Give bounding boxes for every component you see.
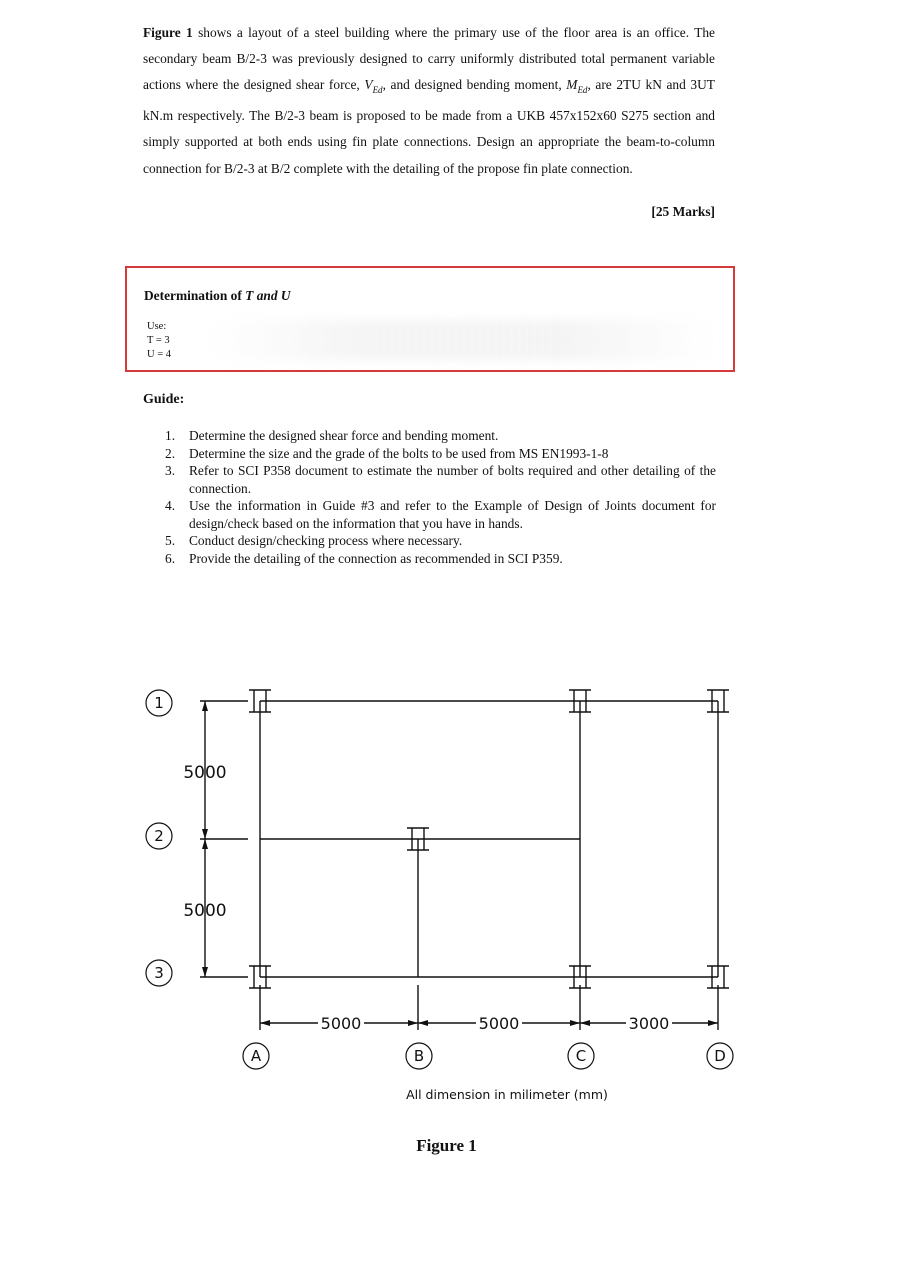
grid-label-2: 2 [154, 827, 164, 845]
list-number: 1. [165, 428, 176, 443]
ved-symbol: V [364, 77, 373, 93]
list-number: 3. [165, 463, 176, 478]
grid-label-b: B [413, 1047, 425, 1065]
dimension-b-c: 5000 [478, 1014, 520, 1033]
list-text: Provide the detailing of the connection as recommended in SCI P359. [189, 550, 563, 566]
guide-title: Guide: [143, 392, 185, 407]
dimension-2-3: 5000 [183, 901, 227, 921]
list-text: Determine the designed shear force and bending moment. [189, 428, 499, 443]
use-label: Use: [147, 321, 167, 332]
tu-title-and: and [253, 288, 281, 303]
grid-label-1: 1 [154, 694, 164, 712]
list-number: 2. [165, 445, 176, 461]
marks-label: [25 Marks] [651, 204, 715, 219]
figure-reference: Figure 1 [143, 25, 193, 40]
u-value: U = 4 [147, 349, 172, 360]
grid-label-c: C [575, 1047, 587, 1065]
grid-label-3: 3 [154, 964, 164, 982]
list-number: 5. [165, 533, 176, 548]
question-body-2: , and designed bending moment, [382, 77, 567, 93]
med-subscript: Ed [577, 85, 588, 96]
grid-label-a: A [250, 1047, 262, 1065]
tu-title-prefix: Determination of [144, 288, 246, 303]
ved-subscript: Ed [372, 85, 383, 96]
dimension-a-b: 5000 [320, 1014, 362, 1033]
list-text: Determine the size and the grade of the bolts to be used from MS EN1993-1-8 [189, 445, 609, 461]
list-number: 4. [165, 498, 176, 513]
list-text: Use the information in Guide #3 and refer to the Example of Design of Joints document for design/check based on the information that you have in hands. [189, 498, 716, 531]
dimension-c-d: 3000 [628, 1014, 670, 1033]
grid-label-d: D [714, 1047, 726, 1065]
list-number: 6. [165, 550, 176, 566]
tu-title-t: T [245, 288, 254, 303]
dimension-note: All dimension in milimeter (mm) [406, 1087, 608, 1102]
t-value: T = 3 [147, 335, 170, 346]
med-symbol: M [566, 77, 578, 93]
question-body-1: shows a layout of a steel building where the primary use of the floor area is an office. The secondary beam B/2-3 was previously designed to carry uniformly distributed total permanent variable actions where the designed shear force, [143, 25, 716, 93]
tu-title-u: U [280, 288, 291, 303]
list-text: Conduct design/checking process where necessary. [189, 533, 463, 548]
dimension-1-2: 5000 [183, 763, 227, 783]
figure-caption: Figure 1 [416, 1136, 477, 1155]
list-text: Refer to SCI P358 document to estimate the number of bolts required and other detailing of the connection. [189, 463, 716, 496]
question-body-3: , are 2TU kN and 3UT kN.m respectively. The B/2-3 beam is proposed to be made from a UKB 457x152x60 S275 section and simply supported at both ends using fin plate connections. Design an appropriate the beam-to-column connection for B/2-3 at B/2 complete with the detailing of the propose fin plate connection. [143, 77, 715, 176]
